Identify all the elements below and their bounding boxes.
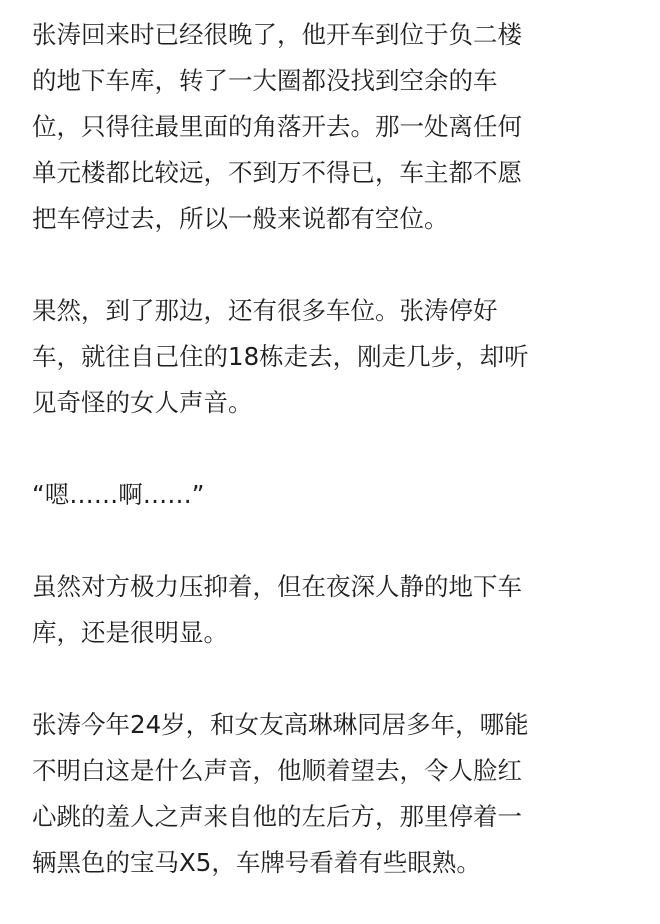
text-line: 见奇怪的女人声音。 — [32, 388, 253, 417]
text-line: 心跳的羞人之声来自他的左后方，那里停着一 — [32, 802, 522, 831]
text-line: 库，还是很明显。 — [32, 618, 228, 647]
text-line: 辆黑色的宝马X5，车牌号看着有些眼熟。 — [32, 848, 481, 877]
text-line: 单元楼都比较远，不到万不得已，车主都不愿 — [32, 158, 522, 187]
text-line: 果然，到了那边，还有很多车位。张涛停好 — [32, 296, 498, 325]
text-line: “嗯……啊……” — [32, 480, 205, 509]
text-line: 虽然对方极力压抑着，但在夜深人静的地下车 — [32, 572, 522, 601]
text-line: 把车停过去，所以一般来说都有空位。 — [32, 204, 449, 233]
text-line: 位，只得往最里面的角落开去。那一处离任何 — [32, 112, 522, 141]
text-line: 车，就往自己住的18栋走去，刚走几步，却听 — [32, 342, 529, 371]
text-line: 张涛今年24岁，和女友高琳琳同居多年，哪能 — [32, 710, 529, 739]
text-line: 张涛回来时已经很晚了，他开车到位于负二楼 — [32, 20, 522, 49]
text-line: 不明白这是什么声音，他顺着望去，令人脸红 — [32, 756, 522, 785]
text-line: 的地下车库，转了一大圈都没找到空余的车 — [32, 66, 498, 95]
